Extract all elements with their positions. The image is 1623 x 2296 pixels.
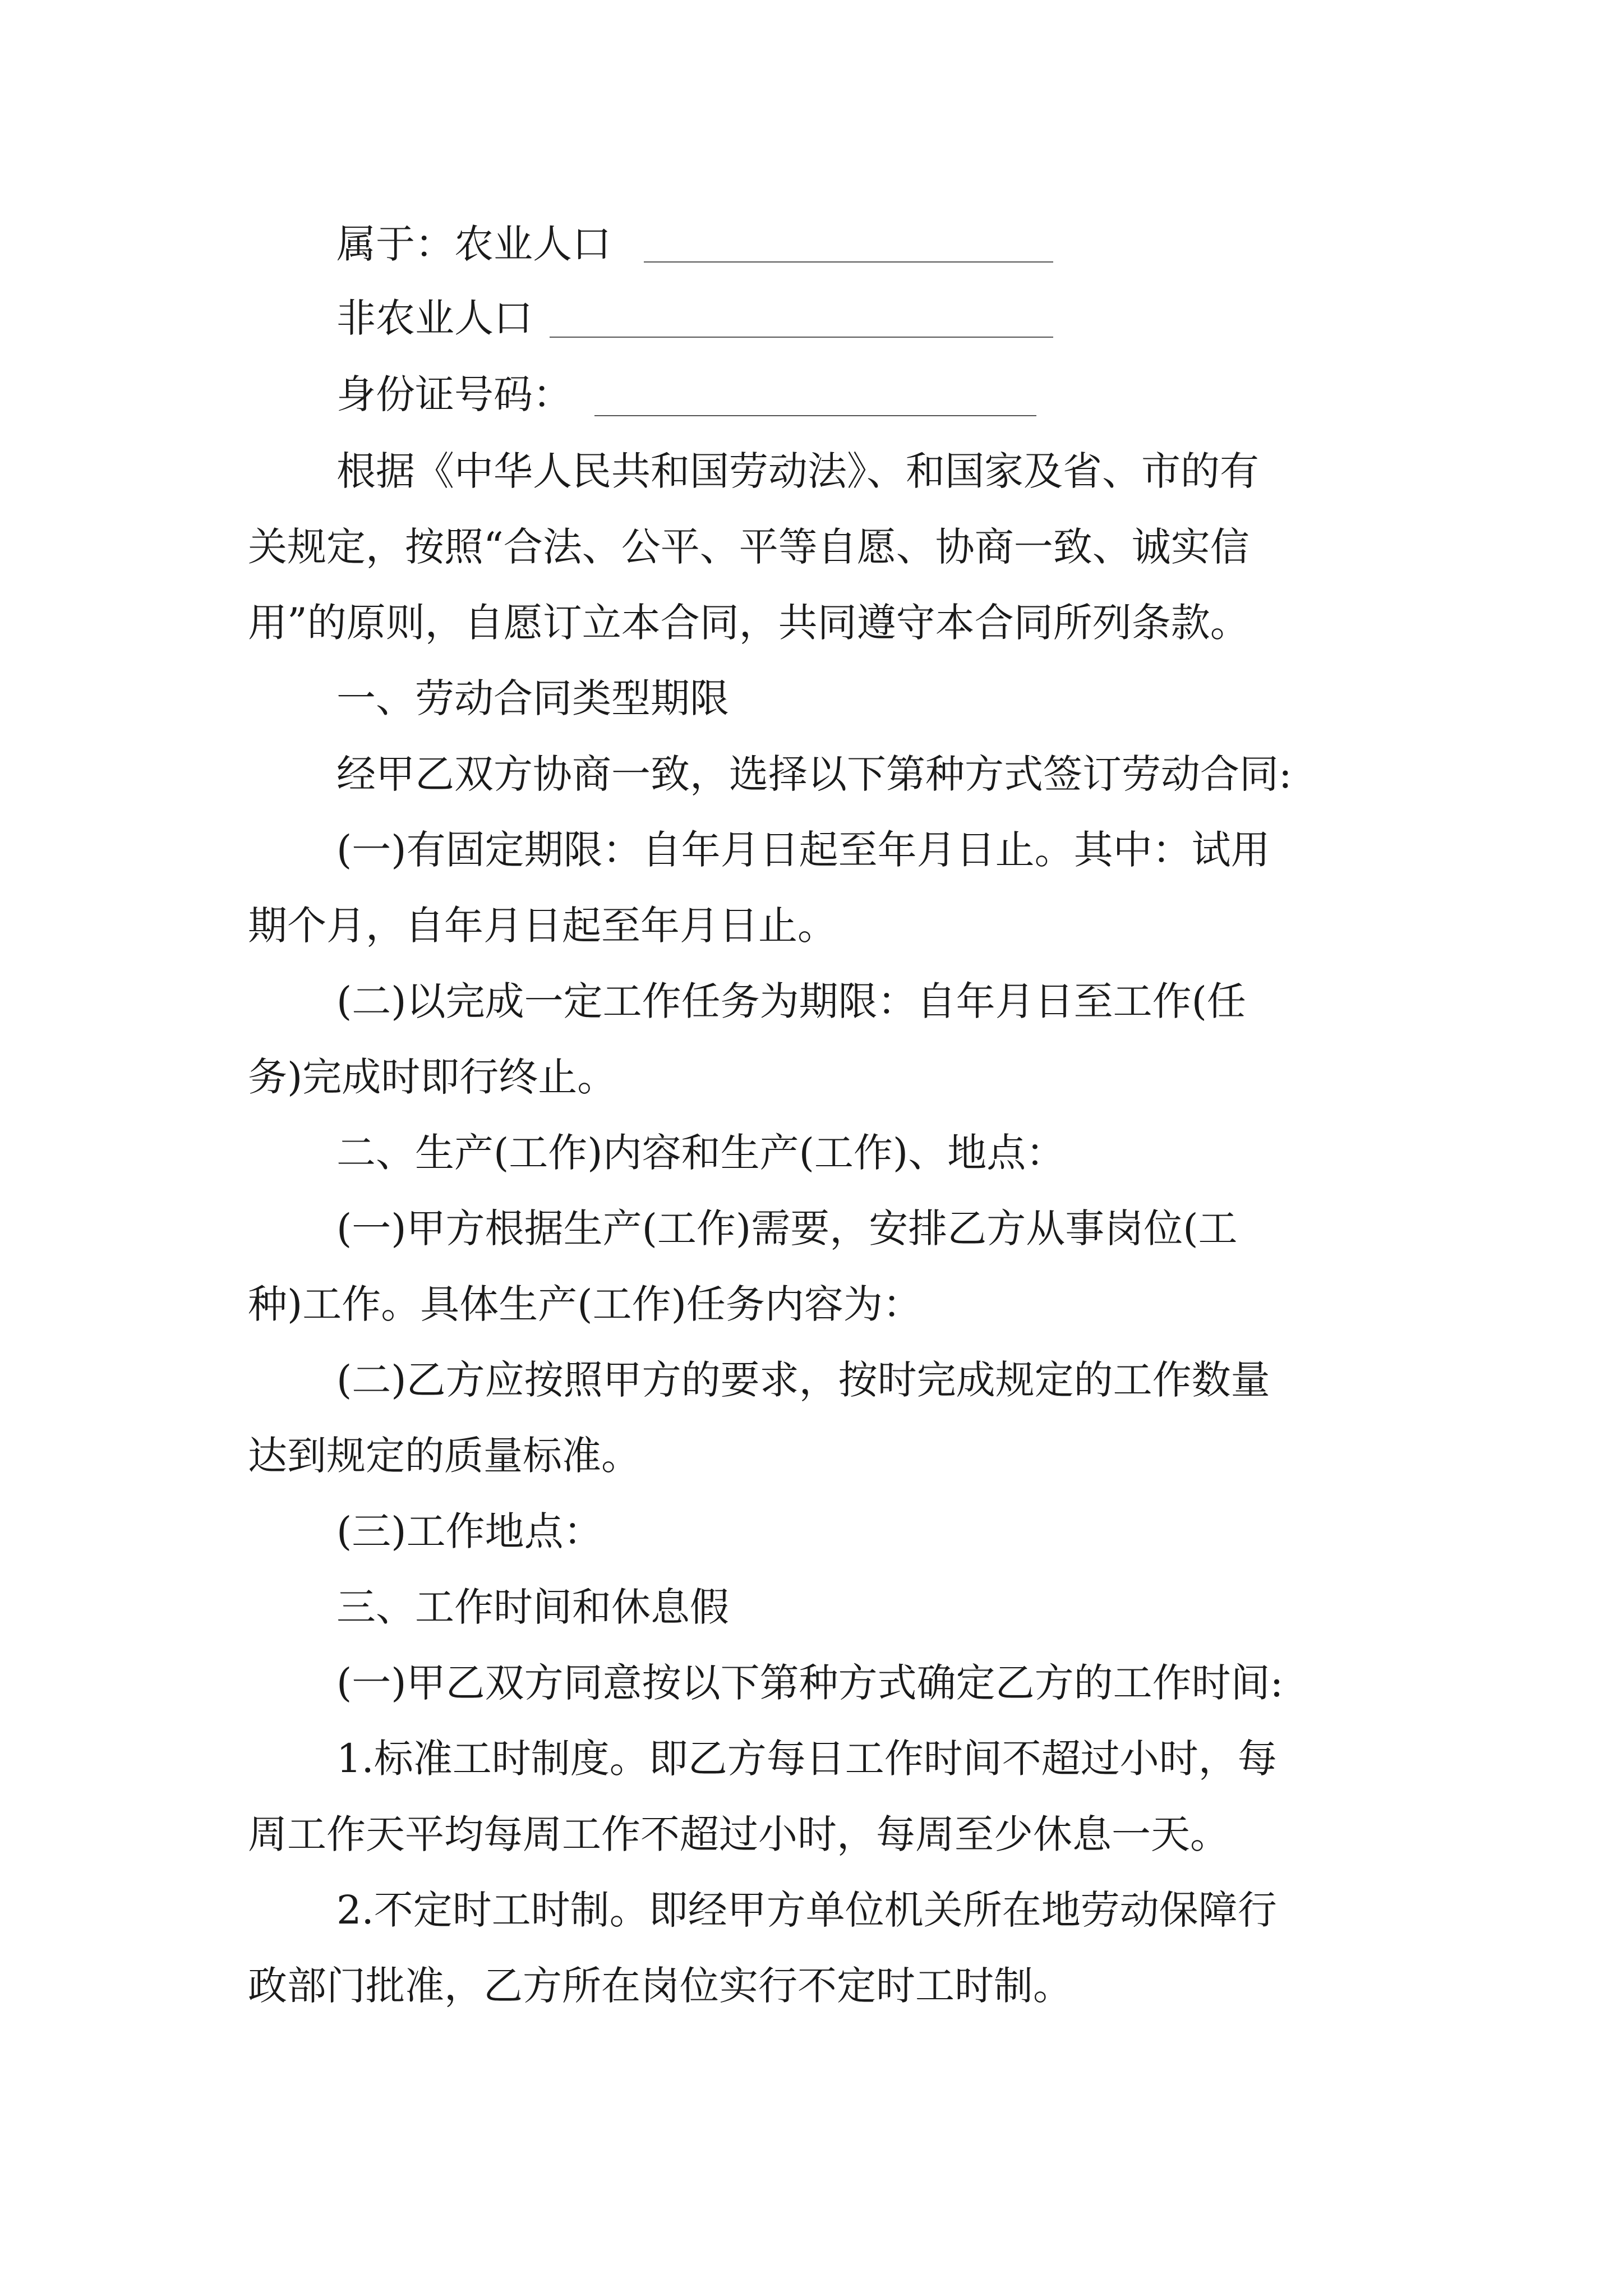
field-label: 属于：农业人口 — [336, 221, 611, 267]
paragraph-line: 达到规定的质量标准。 — [248, 1433, 640, 1479]
blank-line-non-agricultural[interactable] — [550, 337, 1053, 338]
section-heading: 三、工作时间和休息假 — [336, 1584, 729, 1630]
paragraph-line: 经甲乙双方协商一致，选择以下第种方式签订劳动合同: — [336, 751, 1292, 797]
field-id-number — [336, 371, 572, 417]
paragraph-line: (一)甲方根据生产(工作)需要，安排乙方从事岗位(工 — [336, 1205, 1238, 1251]
paragraph-line: (二)以完成一定工作任务为期限：自年月日至工作(任 — [336, 978, 1246, 1024]
paragraph-line: 周工作天平均每周工作不超过小时，每周至少休息一天。 — [248, 1811, 1229, 1857]
field-non-agricultural-population — [336, 295, 533, 341]
paragraph-line: 种)工作。具体生产(工作)任务内容为： — [248, 1281, 922, 1327]
paragraph-line: (一)甲乙双方同意按以下第种方式确定乙方的工作时间: — [336, 1660, 1284, 1706]
section-heading: 二、生产(工作)内容和生产(工作)、地点： — [336, 1130, 1066, 1176]
blank-line-id-number[interactable] — [594, 415, 1036, 416]
paragraph-line: (三)工作地点： — [336, 1508, 603, 1554]
paragraph-line: (一)有固定期限：自年月日起至年月日止。其中：试用 — [336, 827, 1270, 873]
section-heading: 一、劳动合同类型期限 — [336, 675, 729, 721]
paragraph-line: 政部门批准，乙方所在岗位实行不定时工时制。 — [248, 1963, 1072, 2009]
paragraph-line: 1.标准工时制度。即乙方每日工作时间不超过小时，每 — [336, 1736, 1277, 1782]
blank-line-agricultural[interactable] — [644, 261, 1053, 263]
field-label: 身份证号码： — [336, 371, 572, 417]
field-agricultural-population — [336, 221, 611, 267]
paragraph-line: (二)乙方应按照甲方的要求，按时完成规定的工作数量 — [336, 1357, 1270, 1403]
paragraph-line: 用”的原则，自愿订立本合同，共同遵守本合同所列条款。 — [248, 600, 1249, 646]
paragraph-line: 期个月，自年月日起至年月日止。 — [248, 903, 837, 949]
field-label: 非农业人口 — [336, 295, 533, 341]
paragraph-line: 2.不定时工时制。即经甲方单位机关所在地劳动保障行 — [336, 1887, 1277, 1933]
paragraph-line: 根据《中华人民共和国劳动法》、和国家及省、市的有 — [336, 448, 1259, 494]
paragraph-line: 务)完成时即行终止。 — [248, 1054, 617, 1100]
paragraph-line: 关规定，按照“合法、公平、平等自愿、协商一致、诚实信 — [248, 524, 1249, 570]
